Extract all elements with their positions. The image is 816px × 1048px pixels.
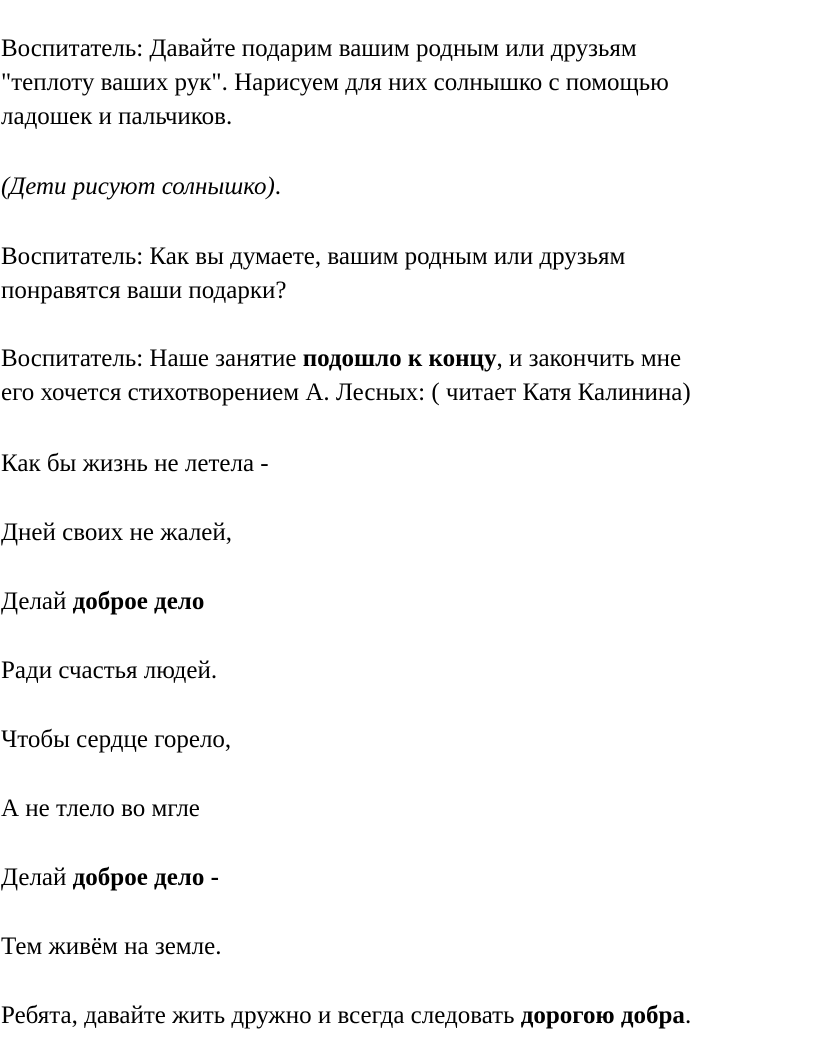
poem-line-5: Чтобы сердце горело,: [1, 726, 232, 753]
poem-line-3: [1, 585, 204, 619]
question-paragraph: [1, 240, 625, 308]
poem-line-3-bold: доброе дело: [72, 588, 205, 615]
question-line-1: Воспитатель: Как вы думаете, вашим родным или друзьям: [1, 243, 626, 270]
closing-paragraph: [1, 342, 691, 410]
poem-line-7-prefix: Делай: [1, 864, 73, 891]
poem-line-7: [1, 861, 219, 895]
intro-line-1: Воспитатель: Давайте подарим вашим родным или друзьям: [1, 35, 637, 62]
final-paragraph: [1, 999, 691, 1033]
intro-line-3: ладошек и пальчиков.: [1, 103, 233, 130]
closing-line-2: его хочется стихотворением А. Лесных: ( читает Катя Калинина): [1, 379, 691, 406]
poem-line-1: Как бы жизнь не летела -: [1, 450, 269, 477]
closing-bold-phrase: подошло к концу: [302, 345, 497, 372]
closing-suffix: , и закончить мне: [496, 345, 682, 372]
final-period: .: [684, 1002, 692, 1029]
intro-paragraph: [1, 32, 669, 134]
question-line-2: понравятся ваши подарки?: [1, 277, 287, 304]
stage-direction-period: .: [274, 173, 282, 200]
closing-line-1: [1, 342, 691, 376]
intro-line-2: "теплоту ваших рук". Нарисуем для них солнышко с помощью: [1, 69, 669, 96]
final-bold-phrase: дорогою добра: [520, 1002, 685, 1029]
poem-line-2: Дней своих не жалей,: [1, 519, 233, 546]
stage-direction-paragraph: [1, 170, 281, 204]
poem-line-8: Тем живём на земле.: [1, 933, 222, 960]
poem-line-4: Ради счастья людей.: [1, 657, 218, 684]
closing-prefix: Воспитатель: Наше занятие: [1, 345, 303, 372]
poem-line-7-bold: доброе дело -: [72, 864, 219, 891]
poem-line-6: А не тлело во мгле: [1, 795, 200, 822]
final-prefix: Ребята, давайте жить дружно и всегда следовать: [1, 1002, 521, 1029]
poem-line-3-prefix: Делай: [1, 588, 73, 615]
stage-direction-text: (Дети рисуют солнышко): [1, 173, 275, 200]
